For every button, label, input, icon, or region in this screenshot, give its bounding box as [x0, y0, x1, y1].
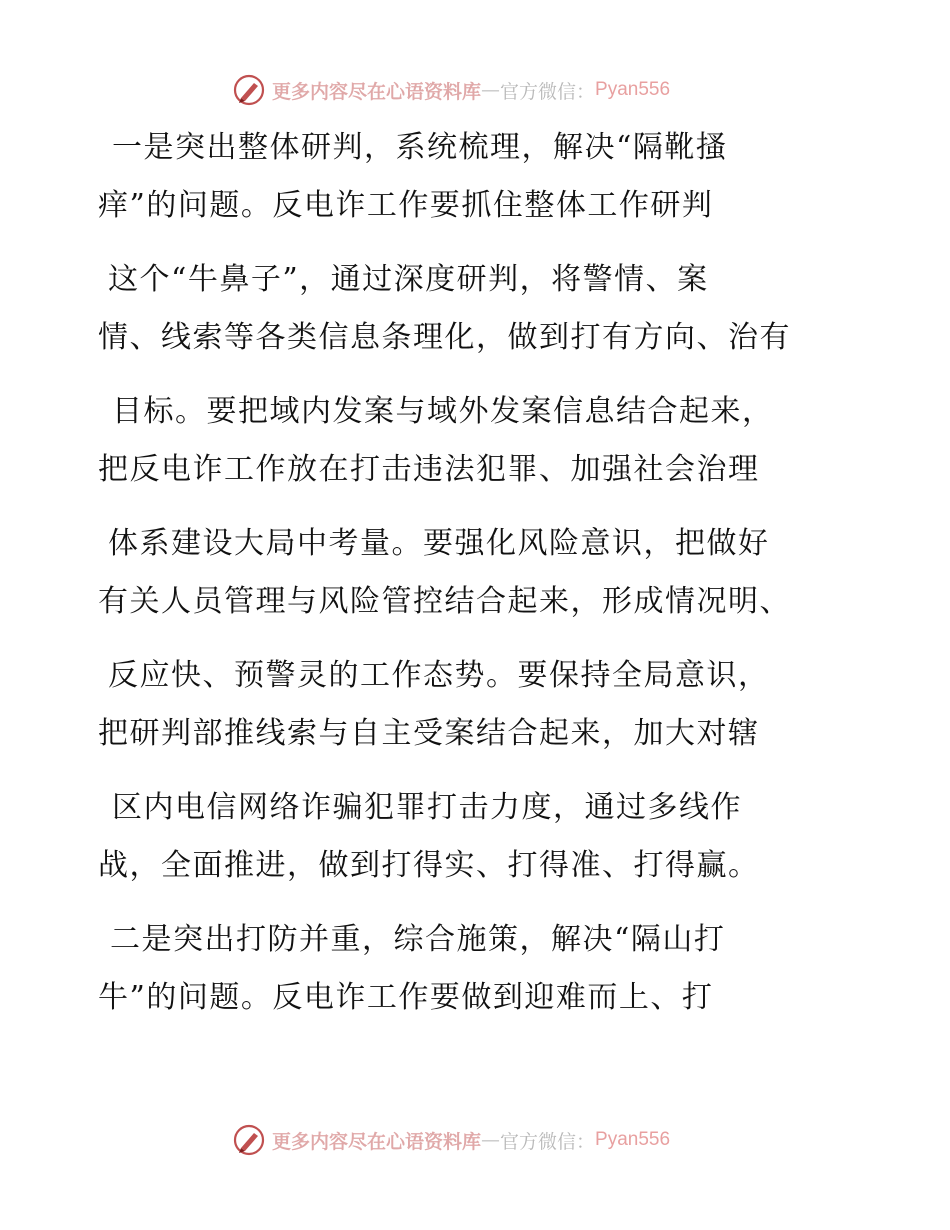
body-line: 战，全面推进，做到打得实、打得准、打得赢。 [98, 848, 760, 883]
pen-nib-icon [232, 1123, 266, 1157]
body-line: 一是突出整体研判，系统梳理，解决“隔靴搔 [112, 130, 728, 165]
body-line: 把反电诈工作放在打击违法犯罪、加强社会治理 [98, 452, 760, 487]
body-line: 这个“牛鼻子”，通过深度研判，将警情、案 [108, 262, 709, 297]
watermark-contact-label: 官方微信： [500, 1130, 596, 1153]
watermark-text: 更多内容尽在心语资料库 [272, 80, 482, 103]
body-line: 牛”的问题。反电诈工作要做到迎难而上、打 [98, 980, 714, 1015]
body-line: 目标。要把域内发案与域外发案信息结合起来， [112, 394, 774, 429]
body-line: 体系建设大局中考量。要强化风险意识，把做好 [108, 526, 770, 561]
watermark-separator: — [481, 79, 501, 101]
watermark-wechat-id: Pyan556 [595, 1129, 671, 1150]
body-line: 痒”的问题。反电诈工作要抓住整体工作研判 [98, 188, 714, 223]
body-line: 情、线索等各类信息条理化，做到打有方向、治有 [98, 320, 791, 355]
body-line: 二是突出打防并重，综合施策，解决“隔山打 [110, 922, 726, 957]
watermark-contact-label: 官方微信： [500, 80, 596, 103]
body-line: 反应快、预警灵的工作态势。要保持全局意识， [108, 658, 770, 693]
watermark-separator: — [481, 1129, 501, 1151]
body-line: 区内电信网络诈骗犯罪打击力度，通过多线作 [112, 790, 742, 825]
watermark-text: 更多内容尽在心语资料库 [272, 1130, 482, 1153]
body-line: 有关人员管理与风险管控结合起来，形成情况明、 [98, 584, 791, 619]
body-line: 把研判部推线索与自主受案结合起来，加大对辖 [98, 716, 760, 751]
footer-watermark [232, 1122, 670, 1158]
watermark-wechat-id: Pyan556 [595, 79, 671, 100]
